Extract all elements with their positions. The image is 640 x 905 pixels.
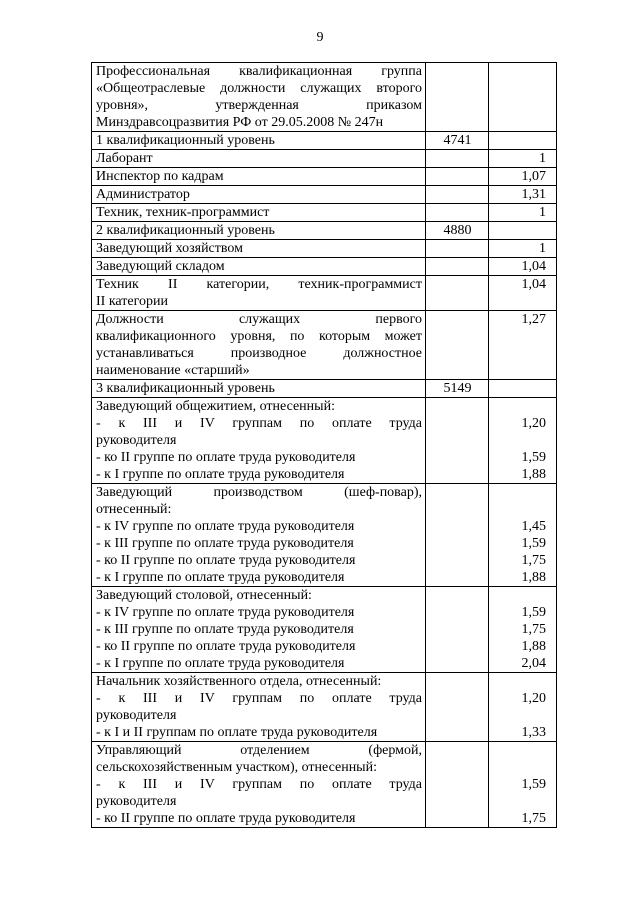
coefficient-value xyxy=(493,707,546,724)
position-line: - к III и IV группам по оплате труда xyxy=(96,691,422,706)
coefficient-cell xyxy=(489,311,557,380)
coefficient-value: 1,88 xyxy=(521,639,546,654)
position-line: 1 квалификационный уровень xyxy=(96,133,275,148)
position-line: руководителя xyxy=(96,708,177,723)
position-cell xyxy=(92,258,426,276)
position-line: - к III группе по оплате труда руководителя xyxy=(96,536,354,551)
position-line: - к I группе по оплате труда руководителя xyxy=(96,467,345,482)
coefficient-value: 1,88 xyxy=(521,570,546,585)
position-line: Техник II категории, техник-программист xyxy=(96,277,422,292)
coefficient-value xyxy=(493,501,546,518)
table-row xyxy=(92,587,557,673)
position-line: II категории xyxy=(96,294,168,309)
group-title-line: уровня», утвержденная приказом xyxy=(96,98,422,113)
position-cell xyxy=(92,204,426,222)
table-row xyxy=(92,742,557,828)
position-cell xyxy=(92,380,426,398)
coefficient-value: 1,59 xyxy=(521,605,546,620)
coefficient-cell xyxy=(489,380,557,398)
position-line: устанавливаться производное должностное xyxy=(96,346,422,361)
coefficient-value: 1 xyxy=(539,151,546,166)
position-line: - к I группе по оплате труда руководителя xyxy=(96,656,345,671)
coefficient-value: 1,75 xyxy=(521,622,546,637)
position-line: Заведующий столовой, отнесенный: xyxy=(96,588,312,603)
position-line: - к I и II группам по оплате труда руководителя xyxy=(96,725,378,740)
position-cell xyxy=(92,484,426,587)
coefficient-value: 1,04 xyxy=(521,277,546,292)
position-cell xyxy=(92,240,426,258)
coefficient-cell xyxy=(489,240,557,258)
table-header-row xyxy=(92,63,557,132)
position-line: Управляющий отделением (фермой, xyxy=(96,743,422,758)
coefficient-value: 1,75 xyxy=(521,553,546,568)
coefficient-value: 1,88 xyxy=(521,467,546,482)
group-title-line: Профессиональная квалификационная группа xyxy=(96,64,422,79)
coefficient-value xyxy=(493,673,546,690)
coefficient-value: 1,07 xyxy=(521,169,546,184)
position-line: руководителя xyxy=(96,794,177,809)
salary-cell xyxy=(426,587,489,673)
table-row xyxy=(92,276,557,311)
page-number: 9 xyxy=(316,30,324,45)
position-line: руководителя xyxy=(96,433,177,448)
table-row xyxy=(92,168,557,186)
position-line: Заведующий хозяйством xyxy=(96,241,243,256)
coefficient-value: 1 xyxy=(539,205,546,220)
salary-cell xyxy=(426,132,489,150)
coefficient-value: 1,59 xyxy=(521,777,546,792)
position-line: Инспектор по кадрам xyxy=(96,169,224,184)
position-line: Заведующий производством (шеф-повар), xyxy=(96,485,422,500)
position-cell xyxy=(92,168,426,186)
coefficient-value: 1,27 xyxy=(521,312,546,327)
coefficient-cell xyxy=(489,398,557,484)
coefficient-cell xyxy=(489,222,557,240)
table-row xyxy=(92,222,557,240)
coefficient-value xyxy=(493,328,546,345)
position-line: Заведующий складом xyxy=(96,259,225,274)
table-row xyxy=(92,258,557,276)
position-line: 2 квалификационный уровень xyxy=(96,223,275,238)
position-cell xyxy=(92,276,426,311)
coefficient-value xyxy=(493,398,546,415)
position-line: сельскохозяйственным участком), отнесенный: xyxy=(96,760,377,775)
coefficient-value: 1,20 xyxy=(521,691,546,706)
coefficient-value: 1,33 xyxy=(521,725,546,740)
coefficient-value xyxy=(493,345,546,362)
table-row xyxy=(92,150,557,168)
salary-cell xyxy=(426,240,489,258)
coefficient-value: 1,45 xyxy=(521,519,546,534)
salary-cell xyxy=(426,222,489,240)
salary-cell xyxy=(426,186,489,204)
coefficient-cell xyxy=(489,484,557,587)
position-cell xyxy=(92,222,426,240)
salary-cell xyxy=(426,168,489,186)
position-line: наименование «старший» xyxy=(96,363,250,378)
coefficient-value xyxy=(493,293,546,310)
position-line: Техник, техник-программист xyxy=(96,205,270,220)
position-line: - к III и IV группам по оплате труда xyxy=(96,777,422,792)
coefficient-value: 1,31 xyxy=(521,187,546,202)
group-title-cell xyxy=(92,63,426,132)
salary-cell xyxy=(426,204,489,222)
salary-cell xyxy=(426,276,489,311)
position-line: - ко II группе по оплате труда руководителя xyxy=(96,811,356,826)
coefficient-cell xyxy=(489,204,557,222)
position-line: - ко II группе по оплате труда руководителя xyxy=(96,553,356,568)
coefficient-value: 2,04 xyxy=(521,656,546,671)
position-line: - к IV группе по оплате труда руководителя xyxy=(96,519,355,534)
coefficient-value xyxy=(493,759,546,776)
position-cell xyxy=(92,742,426,828)
position-cell xyxy=(92,398,426,484)
position-cell xyxy=(92,132,426,150)
coefficient-value: 1,59 xyxy=(521,536,546,551)
position-line: - к III группе по оплате труда руководителя xyxy=(96,622,354,637)
position-cell xyxy=(92,150,426,168)
coefficient-value xyxy=(493,484,546,501)
base-salary-value: 4880 xyxy=(443,223,472,238)
coefficient-cell xyxy=(489,150,557,168)
coefficient-value: 1,75 xyxy=(521,811,546,826)
group-title-line: «Общеотраслевые должности служащих второго xyxy=(96,81,422,96)
coefficient-value: 1,59 xyxy=(521,450,546,465)
coefficient-cell xyxy=(489,168,557,186)
coefficient-cell xyxy=(489,742,557,828)
base-salary-value: 5149 xyxy=(443,381,472,396)
table-row xyxy=(92,398,557,484)
position-line: - ко II группе по оплате труда руководителя xyxy=(96,639,356,654)
salary-cell xyxy=(426,258,489,276)
table-row xyxy=(92,204,557,222)
position-cell xyxy=(92,186,426,204)
position-cell xyxy=(92,587,426,673)
salary-cell xyxy=(426,311,489,380)
coefficient-cell xyxy=(489,587,557,673)
salary-cell xyxy=(426,742,489,828)
coefficient-cell xyxy=(489,63,557,132)
coefficient-value xyxy=(493,432,546,449)
table-row xyxy=(92,673,557,742)
coefficient-value xyxy=(493,793,546,810)
table-row xyxy=(92,484,557,587)
salary-cell xyxy=(426,63,489,132)
position-cell xyxy=(92,673,426,742)
position-line: Лаборант xyxy=(96,151,153,166)
position-line: - к I группе по оплате труда руководителя xyxy=(96,570,345,585)
group-title-line: Минздравсоцразвития РФ от 29.05.2008 № 247н xyxy=(96,115,384,130)
coefficient-value xyxy=(493,587,546,604)
coefficient-value: 1,20 xyxy=(521,416,546,431)
qualification-table xyxy=(91,62,557,828)
coefficient-cell xyxy=(489,132,557,150)
salary-cell xyxy=(426,673,489,742)
salary-cell xyxy=(426,398,489,484)
coefficient-value: 1 xyxy=(539,241,546,256)
position-line: Начальник хозяйственного отдела, отнесенный: xyxy=(96,674,382,689)
position-line: Должности служащих первого xyxy=(96,312,422,327)
position-line: квалификационного уровня, по которым может xyxy=(96,329,422,344)
table-row xyxy=(92,186,557,204)
coefficient-cell xyxy=(489,673,557,742)
salary-cell xyxy=(426,150,489,168)
position-line: - к III и IV группам по оплате труда xyxy=(96,416,422,431)
coefficient-cell xyxy=(489,186,557,204)
position-line: - к IV группе по оплате труда руководителя xyxy=(96,605,355,620)
table-row xyxy=(92,311,557,380)
position-line: Администратор xyxy=(96,187,190,202)
table-row xyxy=(92,380,557,398)
table-row xyxy=(92,240,557,258)
coefficient-value xyxy=(493,362,546,379)
coefficient-value xyxy=(493,742,546,759)
salary-cell xyxy=(426,484,489,587)
coefficient-cell xyxy=(489,276,557,311)
coefficient-cell xyxy=(489,258,557,276)
position-line: - ко II группе по оплате труда руководителя xyxy=(96,450,356,465)
position-cell xyxy=(92,311,426,380)
position-line: отнесенный: xyxy=(96,502,172,517)
position-line: Заведующий общежитием, отнесенный: xyxy=(96,399,335,414)
position-line: 3 квалификационный уровень xyxy=(96,381,275,396)
salary-cell xyxy=(426,380,489,398)
table-row xyxy=(92,132,557,150)
base-salary-value: 4741 xyxy=(443,133,472,148)
coefficient-value: 1,04 xyxy=(521,259,546,274)
